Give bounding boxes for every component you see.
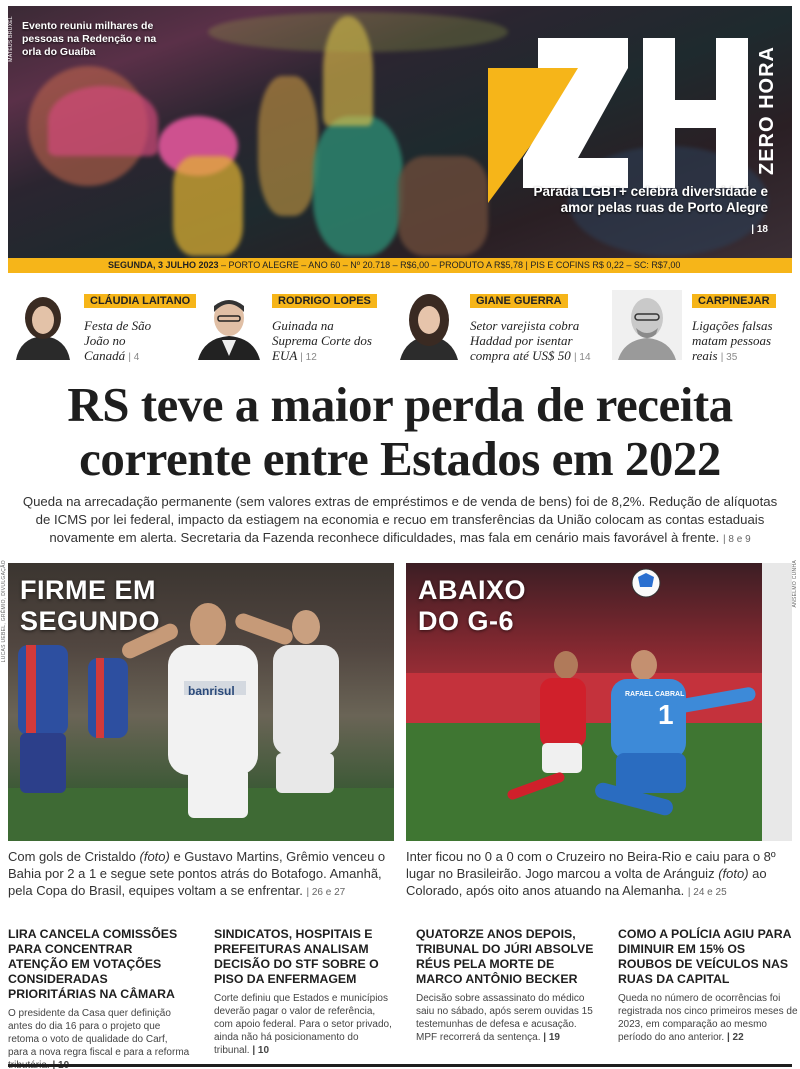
sport-title-left: FIRME EM SEGUNDO xyxy=(20,575,161,636)
story-body: O presidente da Casa quer definição antes do dia 16 para o projeto que retoma o voto de qualidade do Carf, para a nova regra fiscal e para a reforma xyxy=(8,1008,190,1058)
story-headline: COMO A POLÍCIA AGIU PARA DIMINUIR EM 15% OS ROUBOS DE VEÍCULOS NAS RUAS DA CAPITAL xyxy=(618,927,792,986)
story-headline: QUATORZE ANOS DEPOIS, TRIBUNAL DO JÚRI ABSOLVE RÉUS PELA MORTE DE MARCO ANTÔNIO BECKER xyxy=(416,927,594,986)
story-item[interactable] xyxy=(214,927,396,1057)
columnist-item[interactable] xyxy=(8,290,198,362)
date-bar xyxy=(8,258,792,273)
main-headline[interactable]: RS teve a maior perda de receita corrente entre Estados em 2022 xyxy=(67,377,733,486)
hero-headline[interactable]: Parada LGBT+ celebra diversidade e amor pelas ruas de Porto Alegre xyxy=(533,184,768,215)
photo-credit: MATEUS BRUXEL xyxy=(8,16,14,62)
story-headline: LIRA CANCELA COMISSÕES PARA CONCENTRAR ATENÇÃO EM VOTAÇÕES CONSIDERADAS PRIORITÁRIAS NA CÂMARA xyxy=(8,927,178,1001)
main-lead: Queda na arrecadação permanente (sem valores extras de empréstimos e de venda de bens) foi de 8,2%. Redução de alíquotas de ICMS por lei federal, impacto da estiagem na economia e recuo em transferências da União colocam as contas estaduais novamente em alerta. Secretaria da Fazenda reconhece dificuldades, mas fala em cenário mais favorável à frente. | 8 e 9 xyxy=(22,494,778,545)
edition-details: – PORTO ALEGRE – ANO 60 – Nº 20.718 – R$6,00 – PRODUTO A R$5,78 | PIS E COFINS R$ 0,22 – SC: R$7,00 xyxy=(218,260,681,270)
columnist-name: GIANE GUERRA xyxy=(470,294,568,308)
columnists-strip xyxy=(8,290,792,362)
hero-page-ref: | 18 xyxy=(751,224,768,235)
hero-photo xyxy=(8,6,792,258)
story-item[interactable] xyxy=(618,927,800,1044)
columnist-name: CLÁUDIA LAITANO xyxy=(84,294,196,308)
story-item[interactable] xyxy=(8,927,190,1069)
columnist-item[interactable] xyxy=(394,290,604,362)
columnist-teaser: Guinada na Suprema Corte dos EUA | 12 xyxy=(272,318,372,363)
story-headline: SINDICATOS, HOSPITAIS E PREFEITURAS ANALISAM DECISÃO DO STF SOBRE O PISO DA ENFERMAGEM xyxy=(214,927,379,986)
columnist-photo xyxy=(394,290,464,360)
sport-photo-gremio[interactable] xyxy=(8,563,394,841)
columnist-teaser: Setor varejista cobra Haddad por isentar compra até US$ 50 | 14 xyxy=(470,318,591,363)
edition-date: SEGUNDA, 3 JULHO 2023 xyxy=(108,260,219,270)
columnist-item[interactable] xyxy=(612,290,792,362)
photo-credit-right: ANSELMO CUNHA xyxy=(792,560,798,608)
zh-logo xyxy=(478,38,758,208)
columnist-teaser: Ligações falsas matam pessoas reais | 35 xyxy=(692,318,773,363)
keeper-name: RAFAEL CABRAL xyxy=(625,691,685,698)
bottom-rule xyxy=(8,1064,792,1067)
story-body: Queda no número de ocorrências foi registrada nos cinco primeiros meses de 2023, em comparação ao mesmo período do ano anterior. | 22 xyxy=(618,993,798,1043)
sport-text-left: Com gols de Cristaldo (foto) e Gustavo Martins, Grêmio venceu o Bahia por 2 a 1 e segue sete pontos atrás do Botafogo. Amanhã, pela Copa do Brasil, equipes voltam a se enfrentar. | 26 e 27 xyxy=(8,849,386,898)
keeper-number: 1 xyxy=(658,699,674,730)
brand-name: ZERO HORA xyxy=(756,46,778,175)
sport-photo-inter[interactable] xyxy=(406,563,792,841)
columnist-photo xyxy=(612,290,682,360)
jersey-sponsor: banrisul xyxy=(188,684,235,698)
columnist-photo xyxy=(8,290,78,360)
sport-text-right: Inter ficou no 0 a 0 com o Cruzeiro no Beira-Rio e caiu para o 8º lugar no Brasileirão. Jogo marcou a volta de Aránguiz (foto) ao Colorado, após oito anos atuando na Alemanha. | 24 e 25 xyxy=(406,849,776,898)
story-body: Corte definiu que Estados e municípios deverão pagar o valor de referência, com apoio federal. Para o setor privado, ainda não há posicionamento do tribunal. | 10 xyxy=(214,993,392,1056)
photo-credit-left: LUCAS UEBEL, GRÊMIO, DIVULGAÇÃO xyxy=(1,560,7,663)
sport-title-right: ABAIXO DO G-6 xyxy=(418,575,527,636)
columnist-name: CARPINEJAR xyxy=(692,294,776,308)
story-item[interactable] xyxy=(416,927,598,1044)
columnist-name: RODRIGO LOPES xyxy=(272,294,377,308)
story-body: Decisão sobre assassinato do médico saiu no sábado, após serem ouvidas 15 testemunhas de defesa e acusação. MPF recorrerá da sentença. | 19 xyxy=(416,993,593,1043)
columnist-photo xyxy=(194,290,264,360)
hero-caption: Evento reuniu milhares de pessoas na Redenção e na orla do Guaíba xyxy=(22,20,157,58)
columnist-item[interactable] xyxy=(194,290,394,362)
columnist-teaser: Festa de São João no Canadá | 4 xyxy=(84,318,152,363)
